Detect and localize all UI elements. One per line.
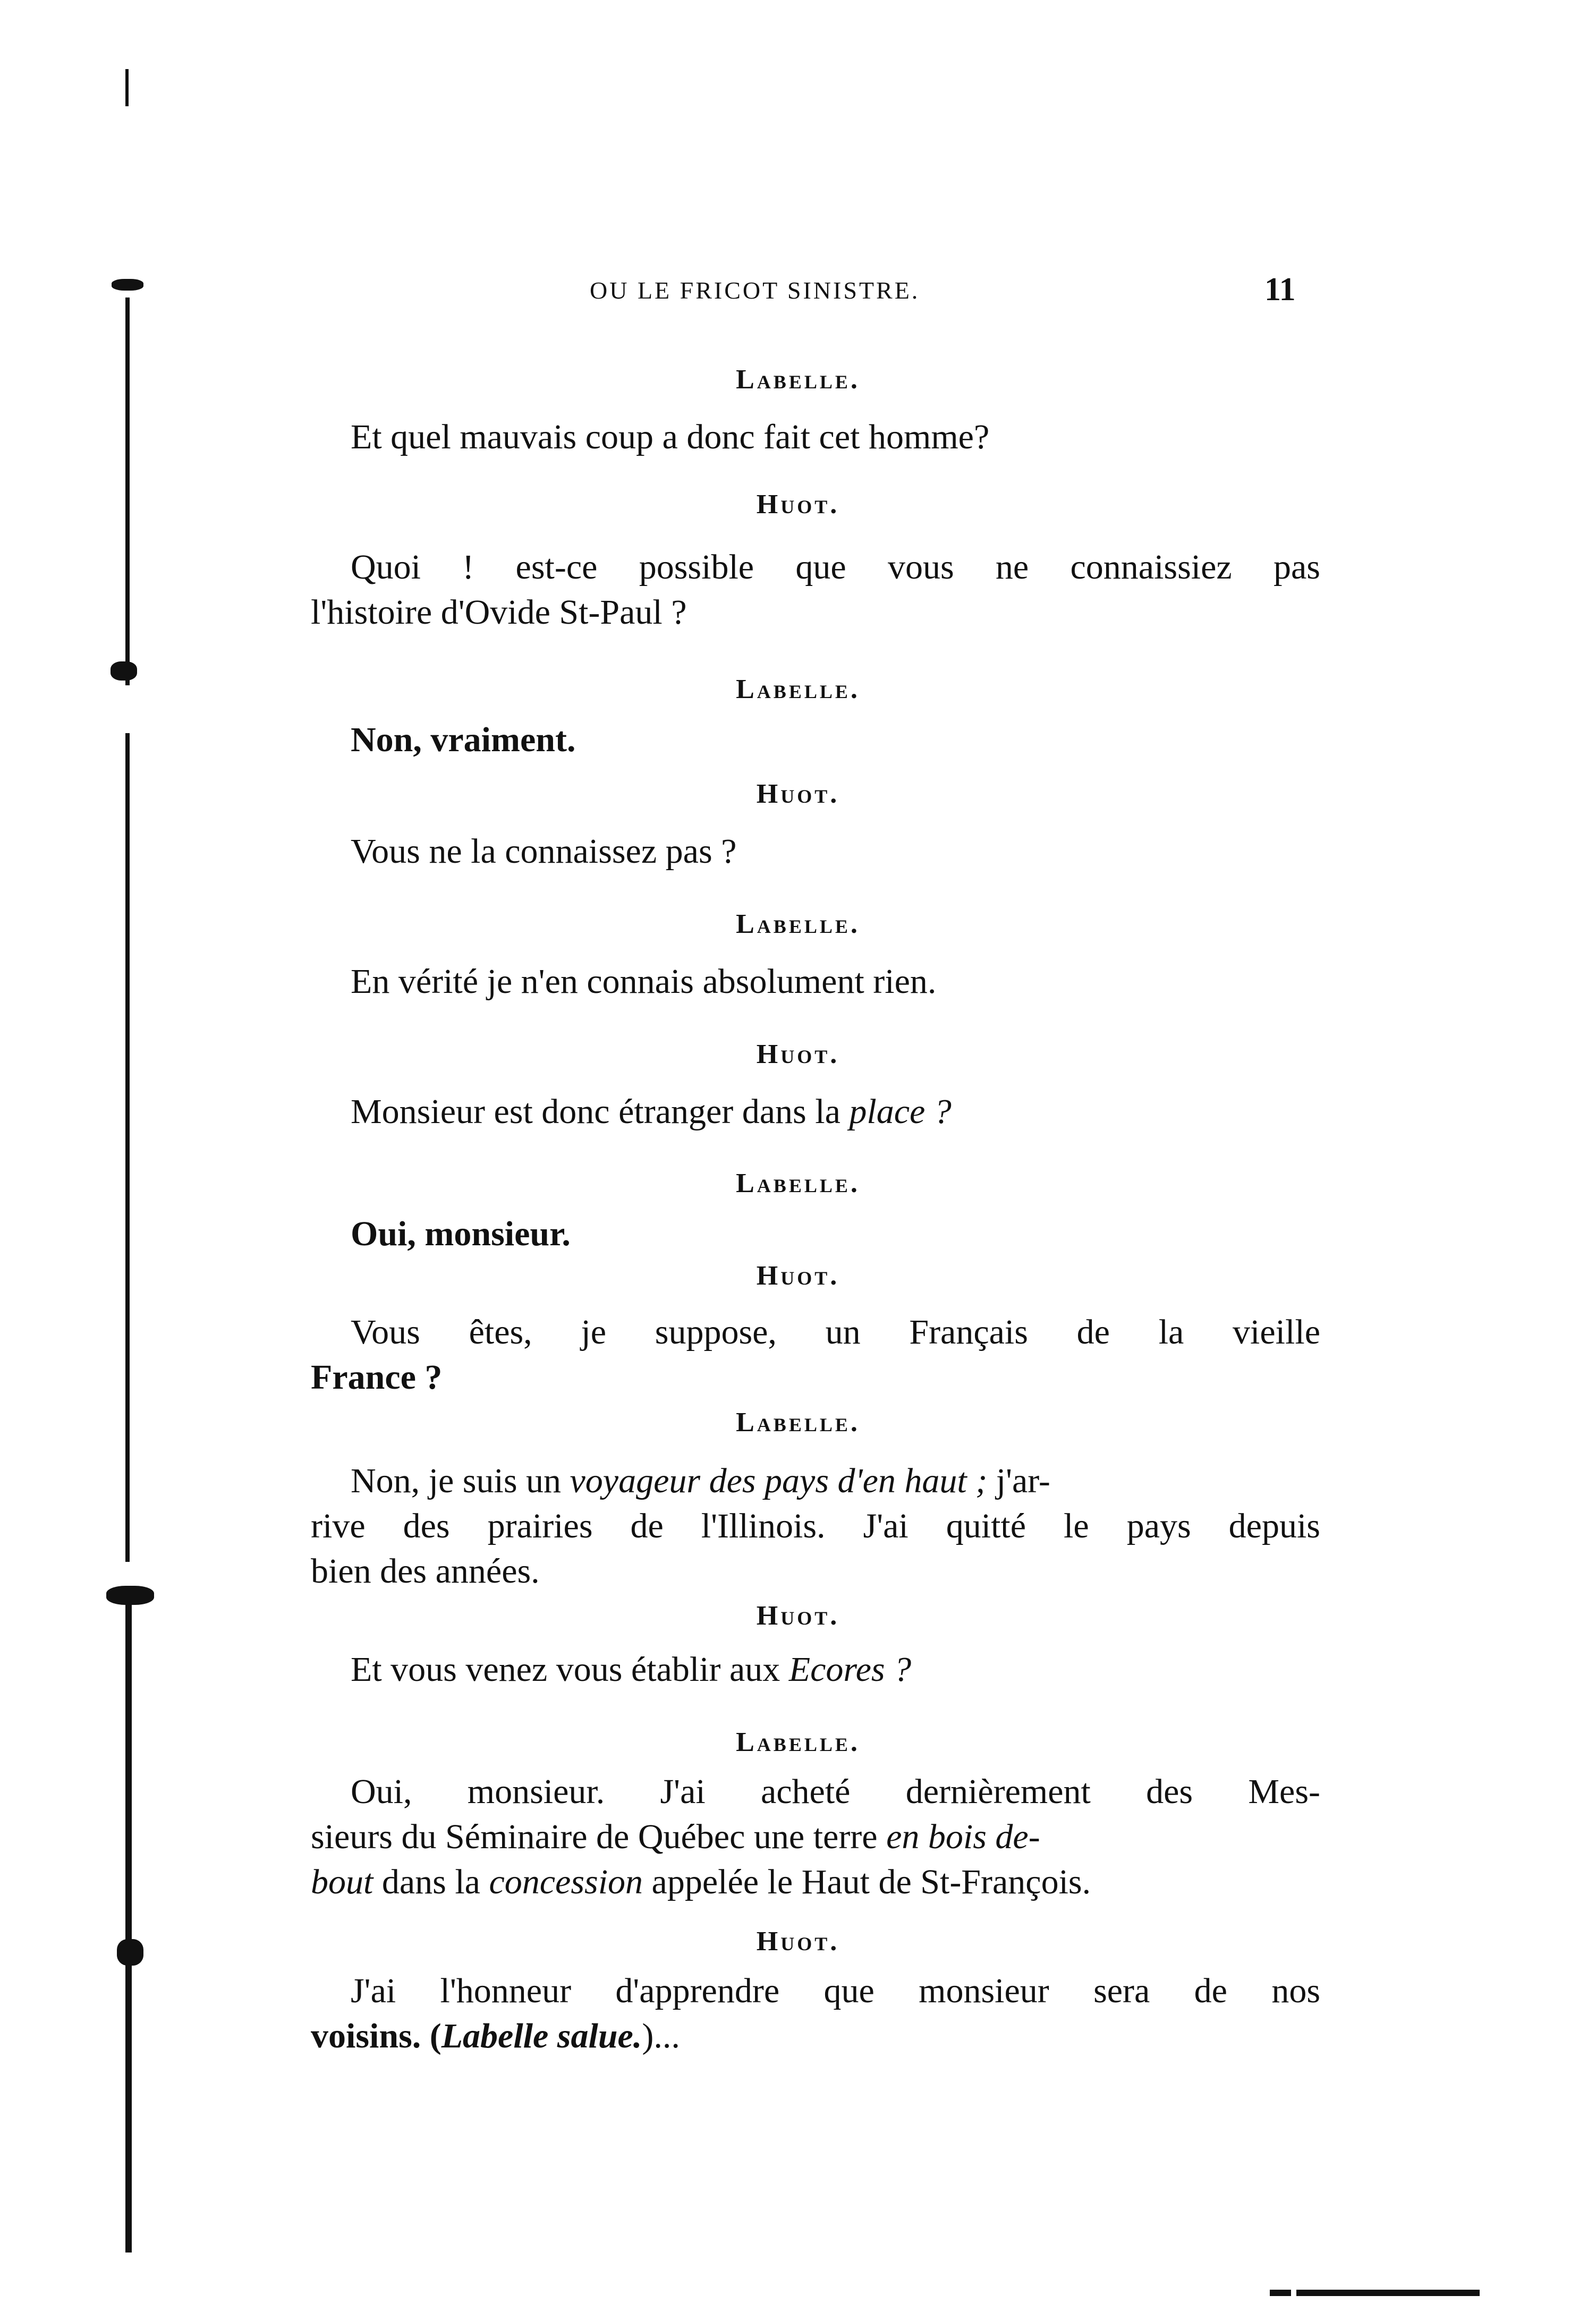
dialogue-line: Oui, monsieur. J'ai acheté dernièrement des Mes- xyxy=(351,1772,1320,1811)
dialogue-line: Vous ne la connaissez pas ? xyxy=(351,832,737,871)
dialogue-text: appelée le Haut de St-François. xyxy=(643,1863,1091,1901)
dialogue-line: Oui, monsieur. xyxy=(351,1214,571,1253)
speaker-name: Huot. xyxy=(756,489,840,520)
speaker-name: Labelle. xyxy=(736,364,860,395)
dialogue-text: dans la xyxy=(373,1863,489,1901)
dialogue-line: Et quel mauvais coup a donc fait cet homme? xyxy=(351,418,990,456)
dialogue-text: Et vous venez vous établir aux xyxy=(351,1650,789,1689)
dialogue-line: France ? xyxy=(311,1358,443,1397)
italic-text: voyageur des pays d'en haut ; xyxy=(570,1461,988,1500)
binding-edge-line xyxy=(125,1594,132,2252)
dialogue-line xyxy=(311,1862,1091,1902)
dialogue-line xyxy=(351,1650,911,1690)
speaker-name: Labelle. xyxy=(736,1168,860,1198)
speaker-name: Labelle. xyxy=(736,1727,860,1757)
binding-edge-line xyxy=(125,69,129,106)
dialogue-line: Non, vraiment. xyxy=(351,720,576,759)
dialogue-line: l'histoire d'Ovide St-Paul ? xyxy=(311,593,687,632)
speaker-name: Huot. xyxy=(756,1601,840,1631)
dialogue-line xyxy=(351,1092,952,1132)
speaker-name: Huot. xyxy=(756,1926,840,1957)
speaker-name: Labelle. xyxy=(736,674,860,704)
italic-text: concession xyxy=(489,1863,643,1901)
dialogue-line: bien des années. xyxy=(311,1552,540,1591)
speaker-name: Labelle. xyxy=(736,1407,860,1438)
italic-text: place ? xyxy=(849,1092,952,1131)
speaker-name: Huot. xyxy=(756,1039,840,1069)
running-title: OU LE FRICOT SINISTRE. xyxy=(590,277,920,304)
dialogue-line xyxy=(351,1461,1320,1501)
dialogue-text: Monsieur est donc étranger dans la xyxy=(351,1092,850,1131)
bottom-rule xyxy=(1296,2290,1480,2296)
speaker-name: Labelle. xyxy=(736,909,860,939)
dialogue-line: rive des prairies de l'Illinois. J'ai quitté le pays depuis xyxy=(311,1507,1320,1545)
dialogue-text: sieurs du Séminaire de Québec une terre xyxy=(311,1817,887,1856)
page-number: 11 xyxy=(1264,271,1296,308)
dialogue-text: j'ar- xyxy=(987,1461,1050,1500)
dialogue-line: En vérité je n'en connais absolument rien. xyxy=(351,962,937,1001)
dialogue-text: Non, je suis un xyxy=(351,1461,570,1500)
speaker-name: Huot. xyxy=(756,1261,840,1291)
dialogue-line: J'ai l'honneur d'apprendre que monsieur sera de nos xyxy=(351,1971,1320,2010)
italic-text: Ecores ? xyxy=(788,1650,912,1689)
dialogue-line: Quoi ! est-ce possible que vous ne connaissiez pas xyxy=(351,548,1320,586)
running-header xyxy=(0,271,1596,319)
italic-text: Labelle salue. xyxy=(441,2017,642,2055)
italic-text: bout xyxy=(311,1863,373,1901)
speaker-name: Huot. xyxy=(756,779,840,809)
dialogue-line xyxy=(311,1817,1320,1857)
dialogue-text: voisins. ( xyxy=(311,2017,442,2055)
bottom-rule xyxy=(1270,2290,1291,2296)
dialogue-line: Vous êtes, je suppose, un Français de la vieille xyxy=(351,1313,1320,1352)
italic-text: en bois de- xyxy=(886,1817,1040,1856)
dialogue-line xyxy=(311,2016,680,2056)
dialogue-text: )... xyxy=(642,2017,680,2055)
